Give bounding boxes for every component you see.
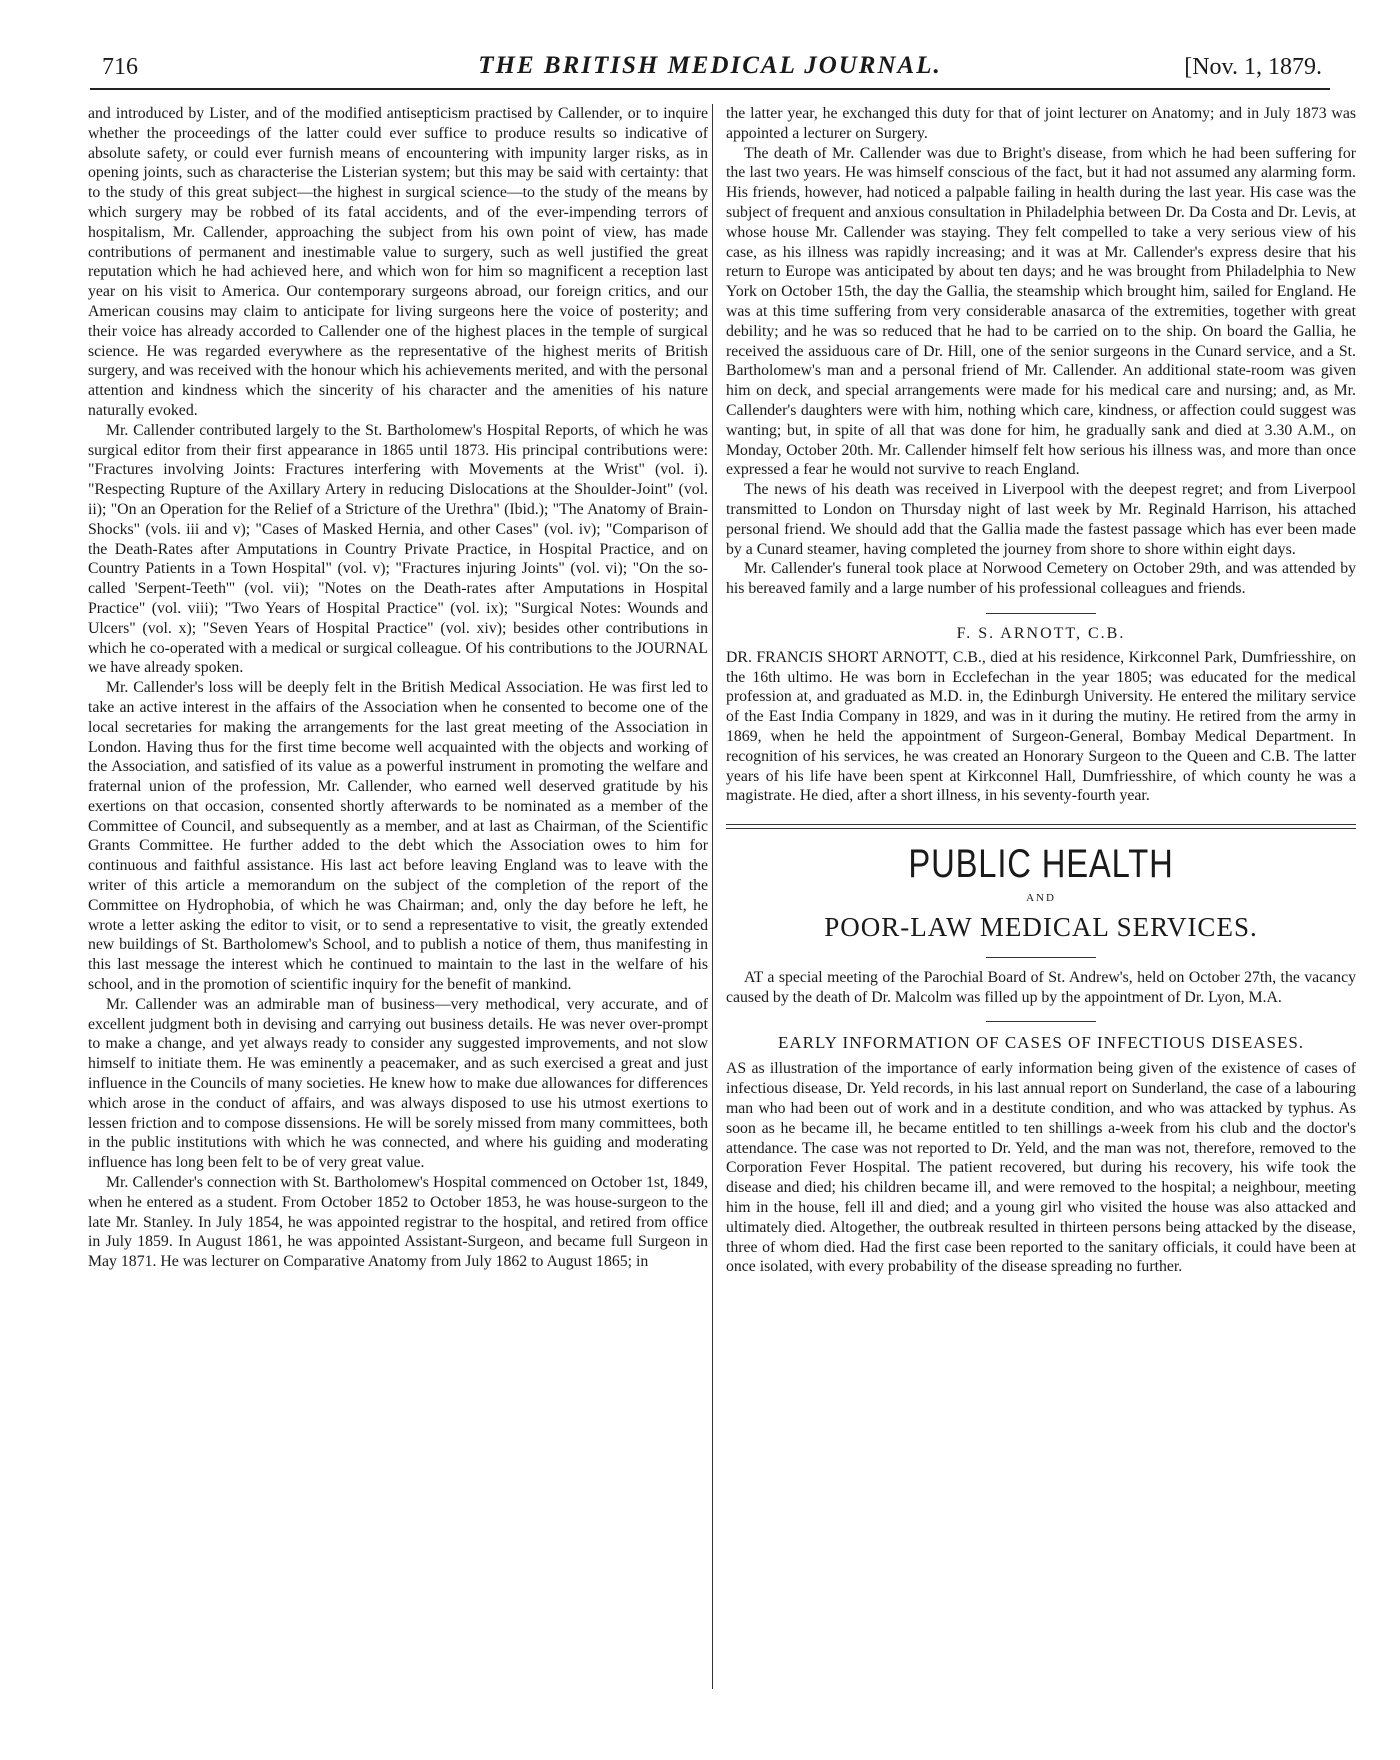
news-paragraph: AT a special meeting of the Parochial Board of St. Andrew's, held on October 27th, the vacancy caused by the death of Dr. Malcolm was filled up by the appointment of Dr. Lyon, M.A. xyxy=(726,968,1356,1006)
article-paragraph: The news of his death was received in Liverpool with the deepest regret; and from Liverpool transmitted to London on Thursday night of last week by Mr. Reginald Harrison, his attached personal friend. We should add that the Gallia made the fastest passage which has ever been made by a Cunard steamer, having completed the journey from shore to shore within eight days. xyxy=(726,481,1356,558)
issue-date: [Nov. 1, 1879. xyxy=(1184,54,1322,80)
double-rule-divider xyxy=(726,824,1356,829)
news-paragraph: AS as illustration of the importance of early information being given of the existence of cases of infectious disease, Dr. Yeld records, in his last annual report on Sunderland, the case of a labouring man who had been out of work and in a destitute condition, and who was attacked by typhus. As soon as he became ill, he became entitled to ten shillings a-week from his club and the doctor's attendance. The case was not reported to Dr. Yeld, and the man was not, therefore, removed to the Corporation Fever Hospital. The patient recovered, but during his recovery, his wife took the disease and died; his children became ill, and were removed to the hospital; a neighbour, meeting him in the house, fell ill and died; and a young girl who visited the house was also attacked and ultimately died. Altogether, the outbreak resulted in thirteen persons being attacked by the disease, three of whom died. Had the first case been reported to the sanitary officials, it could have been at once isolated, with every probability of the disease spreading no further. xyxy=(726,1060,1356,1276)
section-and: AND xyxy=(1026,892,1056,905)
section-divider xyxy=(986,957,1096,958)
article-paragraph: The death of Mr. Callender was due to Bright's disease, from which he had been suffering for the last two years. He was himself conscious of the fact, but it had not assumed any alarming form. His friends, however, had noticed a palpable failing in health during the last year. His case was the subject of frequent and anxious consultation in Philadelphia between Dr. Da Costa and Dr. Levis, at whose house Mr. Callender was staying. They felt compelled to take a very serious view of his case, as his illness was rapidly increasing; and it was at Mr. Callender's express desire that his return to Europe was anticipated by about ten days; and he was brought from Philadelphia to New York on October 15th, the day the Gallia, the steamship which brought him, sailed for England. He was at this time suffering from very considerable anasarca of the extremities, together with great debility; and he was so reduced that he had to be carried on to the ship. On board the Gallia, he received the assiduous care of Dr. Hill, one of the senior surgeons in the Cunard service, and a St. Bartholomew's man and a personal friend of Mr. Callender. An additional state-room was given him on deck, and special arrangements were made for his medical care and nursing; and, as Mr. Callender's daughters were with him, nothing which care, kindness, or affection could suggest was wanting; but, in spite of all that was done for him, he gradually sank and died at 3.30 A.M., on Monday, October 20th. Mr. Callender himself felt how serious his illness was, and more than once expressed a fear he would not survive to reach England. xyxy=(726,144,1356,479)
obituary-paragraph: DR. FRANCIS SHORT ARNOTT, C.B., died at his residence, Kirkconnel Park, Dumfriesshire, on the 16th ultimo. He was born in Ecclefechan in the year 1805; was educated for the medical profession at, and graduated as M.D. in, the Edinburgh University. He entered the military service of the East India Company in 1829, and was in it during the mutiny. He retired from the army in 1869, when he held the appointment of Surgeon-General, Bombay Medical Department. In recognition of his services, he was created an Honorary Surgeon to the Queen and C.B. The latter years of his life have been spent at Kirkconnel Hall, Dumfriesshire, of which county he was a magistrate. He died, after a short illness, in his seventy-fourth year. xyxy=(726,648,1356,805)
section-subtitle: POOR-LAW MEDICAL SERVICES. xyxy=(824,911,1258,942)
article-paragraph: Mr. Callender was an admirable man of business—very methodical, very accurate, and of excellent judgment both in devising and carrying out business details. He was never over-prompt to make a change, and yet always ready to consider any suggested improvements, and not slow himself to initiate them. He was eminently a peacemaker, and as such exercised a great and just influence in the Councils of many societies. He knew how to make due allowances for differences which arose in the conduct of affairs, and was always disposed to use his utmost exertions to lessen friction and to compose dissensions. He will be sorely missed from many committees, both in the public institutions with which he was connected, and where his guiding and moderating influence has long been felt to be of very great value. xyxy=(88,995,708,1172)
section-title: PUBLIC HEALTH xyxy=(908,842,1174,887)
article-paragraph: Mr. Callender contributed largely to the St. Bartholomew's Hospital Reports, of which he was surgical editor from their first appearance in 1865 until 1873. His principal contributions were: "Fractures involving Joints: Fractures interfering with Movements at the Wrist" (vol. i). "Respecting Rupture of the Axillary Artery in reducing Dislocations at the Shoulder-Joint" (vol. ii); "On an Operation for the Relief of a Stricture of the Urethra" (Ibid.); "The Anatomy of Brain-Shocks" (vols. iii and v); "Cases of Masked Hernia, and other Cases" (vol. iv); "Comparison of the Death-Rates after Amputations in Country Private Practice, in Hospital Practice, and on Country Patients in a Town Hospital" (vol. v); "Fractures injuring Joints" (vol. vi); "On the so-called 'Serpent-Teeth'" (vol. vii); "Notes on the Death-rates after Amputations in Hospital Practice" (vol. viii); "Two Years of Hospital Practice" (vol. ix); "Surgical Notes: Wounds and Ulcers" (vol. x); "Seven Years of Hospital Practice" (vol. xiv); besides other contributions in which he co-operated with a medical or surgical colleague. Of his contributions to the JOURNAL we have already spoken. xyxy=(88,421,708,677)
journal-title: THE BRITISH MEDICAL JOURNAL. xyxy=(478,52,942,79)
article-paragraph: Mr. Callender's connection with St. Bartholomew's Hospital commenced on October 1st, 1849, when he entered as a student. From October 1852 to October 1853, he was house-surgeon to the late Mr. Stanley. In July 1854, he was appointed registrar to the hospital, and retired from office in July 1859. In August 1861, he was appointed Assistant-Surgeon, and became full Surgeon in May 1871. He was lecturer on Comparative Anatomy from July 1862 to August 1865; in xyxy=(88,1174,708,1271)
obituary-heading: F. S. ARNOTT, C.B. xyxy=(956,624,1126,642)
article-paragraph: and introduced by Lister, and of the modified antisepticism practised by Callender, or to inquire whether the proceedings of the latter could ever suffice to produce results so indicative of absolute safety, or could ever furnish means of encountering with impunity larger risks, as in opening joints, such as characterise the Listerian system; but this may be said with certainty: that to the study of this great subject—the highest in surgical science—to the study of the means by which surgery may be robbed of its fatal accidents, and of the ever-impending terrors of hospitalism, Mr. Callender, approaching the subject from his own point of view, has made contributions of permanent and inestimable value to surgery, such as well justified the great reputation which he had achieved here, and which won for him so magnificent a reception last year on his visit to America. Our contemporary surgeons abroad, our foreign critics, and our American cousins may claim to anticipate for living surgeons here the voice of posterity; and their voice has already accorded to Callender one of the highest places in the temple of surgical science. He was regarded everywhere as the representative of the highest merits of British surgery, and was received with the honour which his achievements merited, and with the personal attention and kindness which the sincerity of his character and the amenities of his nature naturally evoked. xyxy=(88,105,708,419)
article-paragraph: Mr. Callender's funeral took place at Norwood Cemetery on October 29th, and was attended by his bereaved family and a large number of his professional colleagues and friends. xyxy=(726,560,1356,598)
article-paragraph: the latter year, he exchanged this duty for that of joint lecturer on Anatomy; and in July 1873 was appointed a lecturer on Surgery. xyxy=(726,105,1356,142)
right-column xyxy=(726,104,1356,1277)
page-number: 716 xyxy=(102,54,138,80)
subsection-heading: EARLY INFORMATION OF CASES OF INFECTIOUS DISEASES. xyxy=(777,1033,1305,1053)
column-divider xyxy=(712,104,713,1689)
article-paragraph: Mr. Callender's loss will be deeply felt in the British Medical Association. He was first led to take an active interest in the affairs of the Association when he consented to become one of the local secretaries for making the arrangements for the last great meeting of the Association in London. Having thus for the first time become well acquainted with the objects and working of the Association, and satisfied of its value as a powerful instrument in promoting the welfare and fraternal union of the profession, Mr. Callender, who earned well deserved gratitude by his exertions on that occasion, consented shortly afterwards to be nominated as a member of the Committee of Council, and subsequently as a member, and at last as Chairman, of the Scientific Grants Committee. He further added to the debt which the Association owes to him for continuous and faithful assistance. His last act before leaving England was to leave with the writer of this article a memorandum on the subject of the completion of the report of the Committee on Hydrophobia, of which he was Chairman; and, only the day before he left, he wrote a letter asking the editor to visit, or to send a representative to visit, the greatly extended new buildings of St. Bartholomew's School, and to publish a notice of them, thus manifesting in this last message the interest which he continued to maintain to the last in the welfare of his school, and in the promotion of scientific inquiry for the benefit of mankind. xyxy=(88,679,708,994)
page-header xyxy=(90,48,1330,90)
left-column xyxy=(88,104,708,1272)
section-divider xyxy=(986,613,1096,614)
section-divider xyxy=(986,1021,1096,1022)
